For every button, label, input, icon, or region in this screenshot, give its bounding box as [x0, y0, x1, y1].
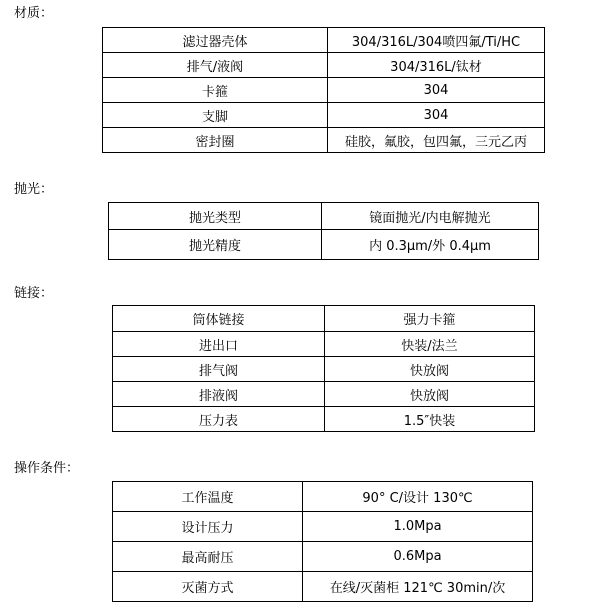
table-cell-label: 排气/液阀	[103, 53, 328, 78]
table-cell-value: 镜面抛光/内电解抛光	[322, 203, 539, 230]
table-cell-label: 排气阀	[113, 357, 325, 382]
table-cell-value: 快放阀	[325, 382, 535, 407]
polishing-section-title: 抛光：	[14, 182, 54, 197]
table-cell-value: 304	[328, 103, 545, 128]
table-cell-label: 设计压力	[113, 512, 303, 542]
table-cell-label: 抛光类型	[109, 203, 322, 230]
table-row	[109, 230, 539, 260]
table-row	[113, 332, 535, 357]
table-cell-label: 筒体链接	[113, 306, 325, 332]
table-cell-label: 进出口	[113, 332, 325, 357]
table-row	[103, 53, 545, 78]
connection-table	[112, 305, 535, 432]
table-cell-label: 排液阀	[113, 382, 325, 407]
table-cell-value: 强力卡箍	[325, 306, 535, 332]
table-row	[113, 572, 533, 602]
table-row	[103, 128, 545, 153]
table-row	[113, 306, 535, 332]
table-cell-value: 304	[328, 78, 545, 103]
table-cell-label: 密封圈	[103, 128, 328, 153]
table-cell-label: 卡箍	[103, 78, 328, 103]
table-cell-label: 灭菌方式	[113, 572, 303, 602]
table-cell-label: 最高耐压	[113, 542, 303, 572]
table-row	[113, 357, 535, 382]
table-cell-value: 内 0.3μm/外 0.4μm	[322, 230, 539, 260]
operating-conditions-table	[112, 481, 533, 602]
table-row	[113, 542, 533, 572]
material-section-title: 材质：	[14, 6, 54, 21]
material-table	[102, 27, 545, 153]
table-cell-value: 快装/法兰	[325, 332, 535, 357]
table-cell-label: 滤过器壳体	[103, 28, 328, 53]
table-cell-value: 快放阀	[325, 357, 535, 382]
table-cell-value: 在线/灭菌柜 121℃ 30min/次	[303, 572, 533, 602]
table-cell-value: 硅胶，氟胶，包四氟，三元乙丙	[328, 128, 545, 153]
table-row	[103, 28, 545, 53]
table-cell-label: 支脚	[103, 103, 328, 128]
table-row	[113, 407, 535, 432]
table-cell-value: 1.5″快装	[325, 407, 535, 432]
table-cell-label: 抛光精度	[109, 230, 322, 260]
table-cell-value: 90° C/设计 130℃	[303, 482, 533, 512]
table-cell-value: 304/316L/钛材	[328, 53, 545, 78]
operating-conditions-section-title: 操作条件：	[14, 461, 80, 476]
table-cell-label: 工作温度	[113, 482, 303, 512]
table-cell-value: 0.6Mpa	[303, 542, 533, 572]
table-row	[103, 103, 545, 128]
table-cell-value: 304/316L/304喷四氟/Ti/HC	[328, 28, 545, 53]
table-cell-value: 1.0Mpa	[303, 512, 533, 542]
table-row	[113, 382, 535, 407]
table-row	[113, 482, 533, 512]
table-row	[103, 78, 545, 103]
connection-section-title: 链接：	[14, 286, 54, 301]
table-row	[113, 512, 533, 542]
polishing-table	[108, 202, 539, 260]
table-row	[109, 203, 539, 230]
table-cell-label: 压力表	[113, 407, 325, 432]
